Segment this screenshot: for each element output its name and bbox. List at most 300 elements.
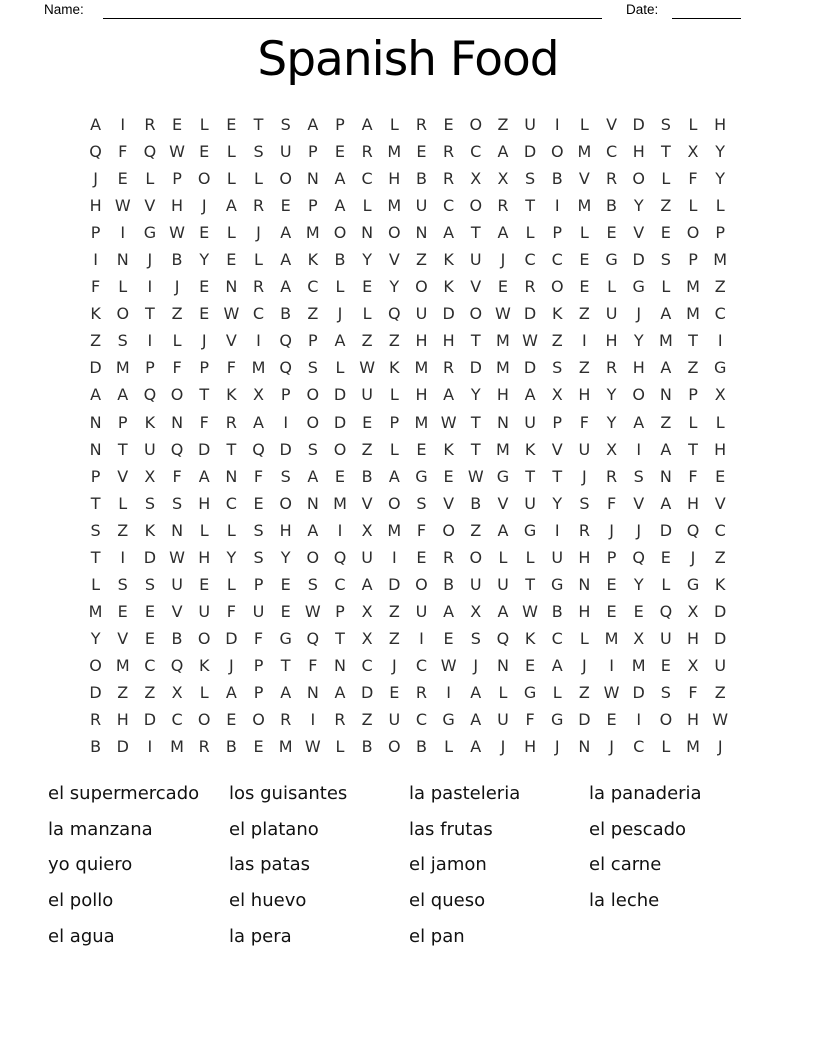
grid-letter: M: [115, 655, 130, 675]
grid-letter: R: [334, 710, 346, 730]
grid-letter: B: [225, 737, 237, 757]
grid-letter: E: [253, 737, 264, 757]
grid-letter: J: [582, 655, 587, 675]
grid-letter: F: [525, 710, 535, 730]
grid-letter: R: [443, 358, 455, 378]
grid-letter: J: [93, 169, 98, 189]
grid-letter: Y: [226, 547, 237, 567]
grid-letter: H: [89, 196, 102, 216]
grid-letter: G: [523, 683, 537, 702]
grid-letter: H: [524, 737, 537, 757]
grid-letter: F: [416, 520, 427, 540]
grid-letter: Q: [496, 628, 510, 648]
grid-letter: R: [144, 115, 156, 135]
grid-letter: O: [415, 277, 428, 297]
grid-letter: H: [198, 547, 211, 567]
grid-letter: L: [172, 331, 182, 351]
grid-letter: W: [169, 547, 185, 567]
grid-letter: Z: [415, 250, 427, 270]
grid-letter: K: [226, 385, 237, 405]
grid-letter: J: [582, 466, 587, 486]
grid-letter: L: [579, 223, 589, 243]
grid-letter: P: [335, 115, 345, 135]
grid-letter: N: [171, 520, 184, 540]
grid-letter: L: [498, 547, 508, 567]
grid-letter: G: [415, 466, 428, 486]
grid-letter: C: [171, 710, 183, 730]
grid-letter: L: [579, 115, 589, 135]
name-fill-line: [103, 0, 602, 19]
grid-letter: B: [171, 250, 183, 270]
grid-letter: F: [226, 358, 236, 378]
grid-letter: S: [579, 493, 590, 513]
grid-letter: Z: [714, 277, 726, 297]
grid-letter: N: [659, 466, 672, 486]
grid-letter: I: [636, 710, 642, 730]
grid-letter: S: [660, 250, 671, 270]
grid-letter: U: [415, 601, 428, 621]
grid-letter: H: [687, 710, 700, 730]
grid-letter: G: [551, 574, 564, 594]
grid-letter: Y: [633, 331, 644, 351]
grid-letter: E: [144, 628, 155, 648]
grid-letter: P: [253, 655, 264, 675]
grid-letter: H: [632, 358, 645, 378]
grid-letter: H: [198, 493, 211, 513]
grid-letter: D: [279, 439, 292, 459]
grid-letter: O: [415, 574, 428, 594]
grid-letter: J: [473, 655, 479, 675]
grid-letter: X: [470, 169, 482, 189]
grid-letter: M: [631, 655, 646, 675]
date-label: Date:: [626, 2, 659, 17]
grid-letter: H: [714, 439, 727, 459]
grid-letter: Z: [144, 683, 156, 702]
grid-letter: A: [470, 710, 482, 730]
grid-letter: O: [197, 710, 211, 730]
grid-letter: O: [252, 710, 265, 730]
grid-letter: N: [578, 737, 591, 757]
grid-letter: T: [226, 439, 237, 459]
grid-letter: H: [632, 142, 645, 162]
grid-letter: L: [226, 574, 236, 594]
grid-letter: L: [199, 520, 209, 540]
grid-letter: R: [524, 277, 536, 297]
grid-letter: F: [172, 358, 182, 378]
grid-letter: S: [416, 493, 427, 513]
grid-letter: B: [415, 737, 427, 757]
word-list-item: los guisantes: [229, 783, 348, 804]
grid-letter: M: [686, 277, 700, 297]
grid-letter: L: [552, 683, 562, 702]
grid-letter: D: [388, 574, 401, 594]
grid-letter: E: [362, 412, 373, 432]
grid-letter: P: [199, 358, 210, 378]
grid-letter: N: [225, 277, 238, 297]
grid-letter: G: [713, 358, 727, 378]
grid-letter: W: [304, 737, 321, 757]
grid-letter: Z: [388, 601, 400, 621]
grid-letter: Y: [90, 628, 101, 648]
grid-letter: V: [578, 169, 590, 189]
grid-letter: I: [554, 520, 560, 540]
grid-letter: Y: [633, 196, 644, 216]
grid-letter: C: [605, 142, 618, 162]
grid-letter: F: [172, 466, 182, 486]
grid-letter: D: [143, 710, 157, 730]
grid-letter: Z: [307, 304, 319, 324]
grid-letter: A: [280, 223, 292, 243]
grid-letter: E: [606, 574, 617, 594]
grid-letter: T: [117, 439, 128, 459]
grid-letter: L: [335, 277, 345, 297]
grid-letter: U: [171, 574, 183, 594]
grid-letter: B: [280, 304, 292, 324]
grid-letter: O: [469, 115, 483, 135]
grid-letter: L: [389, 439, 399, 459]
grid-letter: I: [636, 439, 642, 459]
grid-letter: Z: [551, 331, 563, 351]
grid-letter: S: [525, 169, 536, 189]
grid-letter: Z: [687, 358, 699, 378]
grid-letter: N: [306, 169, 319, 189]
grid-letter: D: [632, 250, 645, 270]
grid-letter: L: [715, 196, 725, 216]
grid-letter: A: [524, 385, 536, 405]
grid-letter: Z: [90, 331, 102, 351]
grid-letter: E: [606, 223, 617, 243]
grid-letter: T: [525, 466, 535, 486]
grid-letter: J: [337, 304, 343, 324]
grid-letter: D: [632, 683, 645, 702]
grid-letter: S: [117, 331, 128, 351]
grid-letter: I: [391, 547, 397, 567]
word-list: [48, 776, 778, 954]
grid-letter: M: [658, 331, 673, 351]
grid-letter: D: [523, 142, 537, 162]
grid-letter: K: [389, 358, 400, 378]
grid-letter: A: [497, 223, 509, 243]
grid-letter: A: [660, 439, 672, 459]
grid-letter: F: [199, 412, 209, 432]
word-list-item: las patas: [229, 854, 311, 876]
grid-letter: V: [633, 223, 645, 243]
grid-letter: U: [144, 439, 156, 459]
grid-letter: I: [147, 331, 153, 351]
grid-letter: G: [605, 250, 618, 270]
grid-letter: N: [225, 466, 238, 486]
grid-letter: P: [715, 223, 725, 243]
grid-letter: M: [333, 493, 347, 513]
grid-letter: I: [147, 737, 153, 757]
grid-letter: O: [197, 169, 211, 189]
grid-letter: O: [333, 223, 347, 243]
grid-letter: M: [414, 412, 429, 432]
grid-letter: B: [171, 628, 183, 648]
grid-letter: D: [659, 520, 673, 540]
grid-letter: C: [443, 196, 455, 216]
grid-letter: O: [306, 547, 320, 567]
grid-letter: F: [90, 277, 101, 297]
grid-letter: Y: [280, 547, 291, 567]
grid-letter: X: [687, 601, 699, 621]
grid-letter: U: [469, 574, 482, 594]
grid-letter: A: [551, 655, 563, 675]
grid-letter: P: [172, 169, 182, 189]
word-list-item: las frutas: [409, 818, 493, 840]
grid-letter: G: [686, 574, 700, 594]
grid-letter: E: [117, 601, 128, 621]
grid-letter: Y: [633, 574, 644, 594]
grid-letter: D: [469, 358, 482, 378]
grid-letter: H: [578, 547, 591, 567]
grid-letter: N: [306, 493, 319, 513]
grid-letter: D: [198, 439, 211, 459]
grid-letter: Z: [361, 710, 373, 730]
grid-letter: V: [606, 115, 618, 135]
grid-letter: C: [334, 574, 346, 594]
grid-letter: U: [198, 601, 211, 621]
grid-letter: L: [525, 223, 535, 243]
grid-letter: S: [280, 115, 291, 135]
grid-letter: R: [252, 277, 265, 297]
grid-letter: W: [603, 683, 620, 702]
grid-letter: Y: [199, 250, 210, 270]
grid-letter: J: [717, 737, 723, 757]
grid-letter: N: [496, 655, 509, 675]
grid-letter: J: [229, 655, 234, 675]
grid-letter: P: [117, 412, 128, 432]
grid-letter: R: [443, 169, 455, 189]
grid-letter: E: [280, 196, 291, 216]
grid-letter: P: [253, 574, 264, 594]
grid-letter: E: [171, 115, 183, 135]
grid-letter: P: [335, 601, 345, 621]
grid-letter: A: [497, 520, 509, 540]
grid-letter: R: [605, 169, 618, 189]
grid-letter: O: [89, 655, 102, 675]
grid-letter: Q: [143, 142, 157, 162]
grid-letter: C: [470, 142, 482, 162]
grid-letter: H: [578, 385, 591, 405]
grid-letter: N: [89, 412, 102, 432]
grid-letter: R: [605, 466, 618, 486]
grid-letter: O: [550, 142, 564, 162]
grid-letter: K: [443, 439, 454, 459]
grid-letter: B: [551, 169, 563, 189]
grid-letter: Z: [117, 683, 129, 702]
grid-letter: M: [251, 358, 266, 378]
grid-letter: W: [467, 466, 484, 486]
grid-letter: Q: [388, 304, 401, 324]
grid-letter: D: [714, 628, 727, 648]
grid-letter: I: [446, 683, 451, 702]
grid-letter: A: [253, 412, 264, 432]
grid-letter: G: [279, 628, 292, 648]
grid-letter: B: [470, 493, 482, 513]
grid-letter: N: [89, 439, 102, 459]
grid-letter: X: [253, 385, 264, 405]
grid-letter: A: [388, 466, 400, 486]
grid-letter: M: [170, 737, 184, 757]
grid-letter: X: [144, 466, 156, 486]
grid-letter: C: [714, 304, 726, 324]
grid-letter: K: [144, 520, 156, 540]
grid-letter: E: [362, 277, 373, 297]
grid-letter: D: [143, 547, 157, 567]
date-fill-line: [672, 0, 741, 19]
grid-letter: P: [389, 412, 400, 432]
grid-letter: D: [333, 385, 347, 405]
grid-letter: W: [304, 601, 321, 621]
grid-letter: Q: [89, 142, 102, 162]
grid-letter: L: [91, 574, 101, 594]
grid-letter: I: [310, 710, 316, 730]
page-title: Spanish Food: [257, 32, 559, 87]
grid-letter: R: [225, 412, 237, 432]
grid-letter: H: [279, 520, 292, 540]
grid-letter: E: [334, 142, 346, 162]
grid-letter: D: [89, 358, 102, 378]
grid-letter: E: [660, 223, 671, 243]
grid-letter: L: [226, 142, 236, 162]
grid-letter: O: [279, 169, 292, 189]
grid-letter: A: [660, 358, 672, 378]
grid-letter: S: [633, 466, 644, 486]
grid-letter: F: [253, 628, 264, 648]
grid-letter: I: [419, 628, 424, 648]
grid-letter: P: [308, 142, 318, 162]
grid-letter: J: [174, 277, 180, 297]
grid-letter: E: [280, 574, 291, 594]
grid-letter: S: [253, 520, 264, 540]
grid-letter: X: [171, 683, 183, 702]
grid-letter: P: [280, 385, 291, 405]
grid-letter: L: [661, 737, 671, 757]
grid-letter: D: [523, 358, 537, 378]
grid-letter: S: [90, 520, 101, 540]
grid-letter: Z: [117, 520, 129, 540]
grid-letter: T: [90, 493, 101, 513]
grid-letter: M: [387, 142, 402, 162]
grid-letter: I: [337, 520, 343, 540]
grid-letter: I: [120, 115, 126, 135]
grid-letter: E: [199, 574, 210, 594]
grid-letter: O: [632, 385, 645, 405]
grid-letter: M: [305, 223, 320, 243]
grid-letter: F: [253, 466, 264, 486]
grid-letter: A: [307, 466, 319, 486]
grid-letter: U: [551, 547, 564, 567]
grid-letter: S: [117, 574, 128, 594]
grid-letter: B: [90, 737, 102, 757]
grid-letter: B: [334, 250, 346, 270]
grid-letter: R: [578, 520, 590, 540]
grid-letter: E: [280, 601, 291, 621]
grid-letter: A: [334, 683, 346, 702]
grid-letter: Q: [686, 520, 700, 540]
grid-letter: P: [552, 223, 563, 243]
grid-letter: W: [114, 196, 131, 216]
grid-letter: A: [443, 223, 455, 243]
grid-letter: X: [361, 520, 373, 540]
grid-letter: D: [225, 628, 238, 648]
word-list-item: el platano: [229, 818, 319, 840]
grid-letter: W: [440, 655, 457, 675]
grid-letter: O: [170, 385, 184, 405]
grid-letter: C: [551, 628, 563, 648]
grid-letter: Y: [715, 169, 726, 189]
grid-letter: D: [632, 115, 645, 135]
grid-letter: X: [687, 655, 699, 675]
grid-letter: J: [201, 196, 207, 216]
grid-letter: P: [90, 466, 101, 486]
grid-letter: T: [280, 655, 291, 675]
grid-letter: L: [661, 169, 671, 189]
grid-letter: J: [391, 655, 397, 675]
grid-letter: E: [226, 115, 237, 135]
grid-letter: B: [551, 601, 563, 621]
grid-letter: E: [199, 142, 210, 162]
grid-letter: N: [306, 683, 319, 702]
grid-letter: K: [714, 574, 726, 594]
grid-letter: H: [496, 385, 509, 405]
grid-letter: A: [633, 412, 645, 432]
word-list-item: el pan: [409, 925, 465, 947]
grid-letter: F: [118, 142, 128, 162]
grid-letter: U: [415, 196, 428, 216]
grid-letter: L: [389, 385, 399, 405]
grid-letter: M: [713, 250, 728, 270]
grid-letter: V: [144, 196, 156, 216]
grid-letter: E: [199, 304, 210, 324]
grid-letter: W: [522, 601, 538, 621]
grid-letter: L: [254, 250, 263, 270]
grid-letter: Z: [660, 196, 672, 216]
grid-letter: D: [523, 304, 537, 324]
grid-letter: X: [687, 142, 699, 162]
grid-letter: P: [90, 223, 101, 243]
grid-letter: E: [199, 277, 210, 297]
grid-letter: C: [361, 655, 373, 675]
grid-letter: N: [334, 655, 346, 675]
grid-letter: S: [470, 628, 481, 648]
grid-letter: D: [89, 683, 102, 702]
grid-letter: A: [334, 169, 346, 189]
grid-letter: S: [253, 142, 264, 162]
grid-letter: E: [253, 493, 264, 513]
grid-letter: Q: [632, 547, 645, 567]
grid-letter: A: [334, 196, 346, 216]
grid-letter: A: [497, 601, 509, 621]
grid-letter: O: [659, 710, 673, 730]
word-list-item: el huevo: [229, 890, 307, 912]
grid-letter: T: [660, 142, 671, 162]
word-list-item: el jamon: [409, 854, 487, 876]
grid-letter: B: [606, 196, 618, 216]
word-list-item: el pescado: [589, 818, 687, 840]
grid-letter: E: [715, 466, 726, 486]
name-label: Name:: [44, 2, 84, 17]
grid-letter: K: [90, 304, 101, 324]
grid-letter: V: [470, 277, 482, 297]
grid-letter: T: [253, 115, 264, 135]
grid-letter: E: [416, 547, 427, 567]
grid-letter: B: [361, 466, 373, 486]
grid-letter: D: [442, 304, 455, 324]
grid-letter: L: [118, 493, 128, 513]
grid-letter: A: [660, 493, 672, 513]
